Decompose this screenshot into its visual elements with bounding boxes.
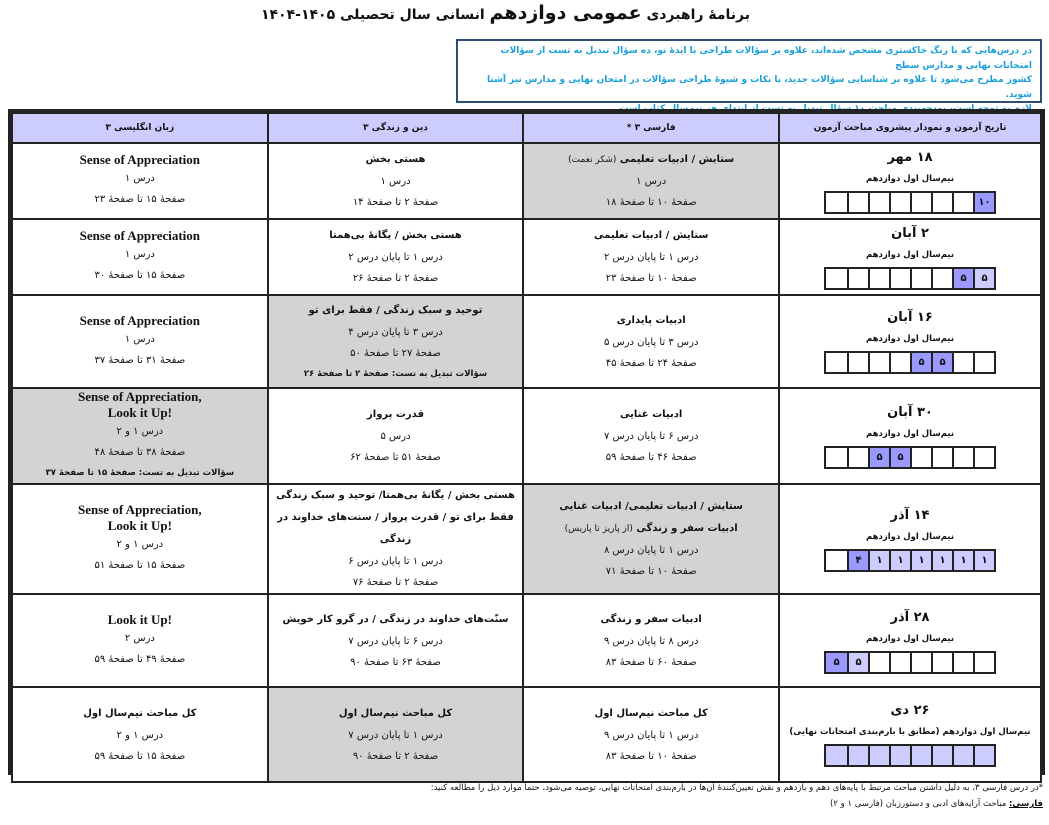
topic-title — [269, 609, 523, 631]
progress-cell — [952, 448, 973, 467]
footer-farsi-label: فارسی: — [1008, 799, 1043, 809]
progress-cell — [847, 448, 868, 467]
semester-label — [780, 629, 1040, 649]
progress-bar — [824, 191, 996, 214]
topic-text: هستی بخش — [365, 154, 426, 165]
converted-questions-range: سؤالات تبدیل به تست: صفحهٔ ۱۵ تا صفحهٔ ۳۷ — [45, 468, 235, 478]
topic-title — [269, 300, 523, 322]
lesson-title-2: Look it Up! — [107, 518, 172, 533]
english-cell — [12, 219, 268, 295]
topic-text: قدرت پرواز — [367, 409, 425, 420]
page-range: صفحهٔ ۵۱ تا صفحهٔ ۶۲ — [350, 452, 441, 463]
progress-cell — [952, 746, 973, 765]
progress-cell: ۵ — [952, 269, 973, 288]
lesson-range: درس ۱ — [380, 176, 411, 187]
religion-cell — [268, 687, 524, 782]
topic-title — [269, 703, 523, 725]
exam-date: ۱۶ آبان — [887, 310, 933, 325]
title-emphasis: عمومی دوازدهم — [489, 2, 642, 24]
semester-text: نیم‌سال اول دوازدهم — [865, 249, 955, 260]
progress-bar — [824, 744, 996, 767]
table-row — [12, 219, 1041, 295]
religion-cell — [268, 388, 524, 484]
footer-note-text: *در درس فارسی ۳، به دلیل داشتن مباحث مرتبط با پایه‌های دهم و یازدهم و نقش تعیین‌کنندهٔ آن‌ها در بارم‌بندی امتحانات نهایی، توصیه می‌شود، حتماً موارد ذیل را مطالعه کنید: — [430, 783, 1043, 793]
topic-title — [269, 404, 523, 426]
page-range: صفحهٔ ۲ تا صفحهٔ ۹۰ — [352, 750, 439, 762]
semester-label — [780, 527, 1040, 547]
footer-farsi-text: مباحث آرایه‌های ادبی و دستورزبان (فارسی ۱ و ۲) — [830, 799, 1007, 809]
page-range: صفحهٔ ۳۸ تا صفحهٔ ۴۸ — [94, 447, 186, 458]
progress-cell — [973, 653, 994, 672]
date-cell — [779, 594, 1041, 687]
progress-cell — [868, 353, 889, 372]
semester-label — [780, 722, 1040, 742]
lesson-range: درس ۲ — [124, 632, 155, 644]
table-row — [12, 484, 1041, 594]
lesson-range: درس ۱ تا پایان درس ۶ — [348, 556, 443, 567]
table-header-row — [12, 113, 1041, 143]
topic-text: کل مباحث نیم‌سال اول — [338, 707, 453, 719]
schedule-table — [8, 109, 1045, 775]
date-cell — [779, 687, 1041, 782]
topic-note: (شکر نعمت) — [568, 155, 617, 165]
topic-title — [13, 703, 267, 725]
page-range: صفحهٔ ۲ تا صفحهٔ ۷۶ — [352, 577, 439, 588]
header-date: تاریخ آزمون و نمودار پیشروی مباحث آزمون — [779, 113, 1041, 143]
english-cell — [12, 295, 268, 388]
topic-title — [524, 225, 778, 247]
lesson-range: درس ۶ تا پایان درس ۷ — [348, 635, 443, 647]
lesson-range: درس ۱ — [124, 173, 155, 184]
lesson-range: درس ۱ — [636, 176, 667, 187]
progress-bar — [824, 351, 996, 374]
progress-bar — [824, 267, 996, 290]
progress-cell: ۴ — [847, 551, 868, 570]
page-range: صفحهٔ ۶۳ تا صفحهٔ ۹۰ — [350, 656, 441, 668]
farsi-cell — [523, 295, 779, 388]
progress-cell — [931, 448, 952, 467]
progress-cell — [826, 448, 847, 467]
title-prefix: برنامهٔ راهبردی — [646, 7, 750, 23]
topic-text: هستی بخش / یگانهٔ بی‌همتا/ توحید و سبک زندگی — [276, 490, 515, 501]
progress-cell — [889, 653, 910, 672]
progress-cell — [952, 193, 973, 212]
semester-text: نیم‌سال اول دوازدهم — [865, 531, 955, 542]
topic-title — [524, 404, 778, 426]
semester-text: نیم‌سال اول دوازدهم — [865, 173, 955, 184]
progress-cell — [973, 353, 994, 372]
progress-cell — [910, 653, 931, 672]
exam-date: ۲۸ آذر — [890, 610, 930, 625]
lesson-range: درس ۱ تا پایان درس ۲ — [348, 252, 443, 263]
progress-bar — [824, 549, 996, 572]
header-religion: دین و زندگی ۳ — [268, 113, 524, 143]
progress-cell: ۱ — [952, 551, 973, 570]
date-cell — [779, 219, 1041, 295]
semester-text: نیم‌سال اول دوازدهم — [942, 727, 1031, 737]
progress-cell: ۱ — [889, 551, 910, 570]
lesson-range: درس ۶ تا پایان درس ۷ — [603, 431, 699, 442]
page-range: صفحهٔ ۶۰ تا صفحهٔ ۸۳ — [605, 656, 697, 668]
progress-cell: ۱ — [910, 551, 931, 570]
progress-cell — [931, 193, 952, 212]
progress-cell — [910, 193, 931, 212]
progress-cell — [847, 353, 868, 372]
progress-cell — [826, 269, 847, 288]
progress-cell — [826, 551, 847, 570]
progress-cell — [973, 746, 994, 765]
farsi-cell — [523, 687, 779, 782]
info-line-1: در درس‌هایی که با رنگ خاکستری مشخص شده‌اند، علاوه بر سؤالات طراحی با ایدهٔ نو، ده سؤال تبدیل به تست از سؤالات امتحانات نهایی و مدارس سطح — [500, 46, 1032, 71]
semester-label — [780, 424, 1040, 444]
page-range: صفحهٔ ۱۰ تا صفحهٔ ۸۳ — [605, 750, 697, 762]
english-cell — [12, 687, 268, 782]
lesson-title-2: Look it Up! — [107, 405, 172, 420]
farsi-cell — [523, 388, 779, 484]
topic-text: کل مباحث نیم‌سال اول — [594, 707, 708, 719]
page-range: صفحهٔ ۱۵ تا صفحهٔ ۵۹ — [94, 750, 186, 762]
progress-cell: ۱ — [973, 551, 994, 570]
header-english: زبان انگلیسی ۳ — [12, 113, 268, 143]
progress-cell: ۵ — [889, 448, 910, 467]
header-farsi: فارسی ۳ * — [523, 113, 779, 143]
english-cell — [12, 594, 268, 687]
info-box — [456, 39, 1042, 103]
topic-title — [524, 310, 778, 332]
progress-cell: ۵ — [868, 448, 889, 467]
progress-cell — [931, 653, 952, 672]
lesson-range: درس ۱ تا پایان درس ۷ — [348, 729, 443, 741]
progress-cell — [847, 269, 868, 288]
lesson-range: درس ۸ تا پایان درس ۹ — [603, 635, 699, 647]
lesson-title: Sense of Appreciation — [79, 152, 201, 167]
converted-questions-range: سؤالات تبدیل به تست: صفحهٔ ۲ تا صفحهٔ ۲۶ — [303, 368, 488, 379]
lesson-range: درس ۱ تا پایان درس ۲ — [603, 252, 699, 263]
page-range: صفحهٔ ۱۰ تا صفحهٔ ۲۳ — [605, 273, 697, 284]
topic-text: سنّت‌های خداوند در زندگی / در گرو کار خویش — [282, 613, 509, 625]
progress-cell — [826, 746, 847, 765]
topic-text-2: فقط برای تو / قدرت پرواز / سنت‌های خداوند در زندگی — [277, 512, 514, 545]
date-cell — [779, 484, 1041, 594]
date-cell — [779, 388, 1041, 484]
semester-label — [780, 245, 1040, 265]
topic-text: ستایش / ادبیات تعلیمی/ ادبیات غنایی — [559, 501, 743, 512]
religion-cell — [268, 143, 524, 219]
lesson-range: درس ۱ و ۲ — [116, 729, 164, 741]
semester-text: نیم‌سال اول دوازدهم — [865, 428, 955, 439]
progress-bar — [824, 446, 996, 469]
progress-cell — [910, 448, 931, 467]
progress-cell: ۵ — [931, 353, 952, 372]
topic-title — [269, 485, 523, 507]
page-range: صفحهٔ ۲۷ تا صفحهٔ ۵۰ — [350, 347, 441, 359]
topic-title — [524, 496, 778, 518]
progress-cell — [910, 746, 931, 765]
topic-text: ادبیات غنایی — [620, 409, 683, 420]
progress-cell — [868, 746, 889, 765]
topic-title — [269, 225, 523, 247]
page-range: صفحهٔ ۱۰ تا صفحهٔ ۷۱ — [605, 566, 697, 577]
progress-cell — [868, 653, 889, 672]
footer-note — [3, 780, 1043, 812]
religion-cell — [268, 594, 524, 687]
exam-date: ۲ آبان — [891, 225, 929, 241]
exam-date: ۳۰ آبان — [887, 404, 933, 420]
progress-cell — [847, 746, 868, 765]
progress-cell: ۵ — [826, 653, 847, 672]
topic-title — [269, 149, 523, 171]
table-row — [12, 687, 1041, 782]
farsi-cell — [523, 219, 779, 295]
exam-date: ۱۴ آذر — [890, 507, 930, 523]
page-range: صفحهٔ ۱۵ تا صفحهٔ ۵۱ — [94, 560, 186, 571]
info-line-2: کشور مطرح می‌شود تا علاوه بر شناسایی سؤالات جدید، با نکات و شیوهٔ طراحی سؤالات در امتحان نهایی و مدارس نیز آشنا شوید. — [487, 75, 1032, 100]
progress-cell: ۱۰ — [973, 193, 994, 212]
topic-text: ادبیات پایداری — [616, 314, 686, 326]
page-range: صفحهٔ ۲ تا صفحهٔ ۲۶ — [352, 273, 439, 284]
lesson-title: Sense of Appreciation — [79, 312, 201, 328]
topic-text: کل مباحث نیم‌سال اول — [83, 707, 197, 719]
farsi-cell — [523, 484, 779, 594]
progress-cell — [868, 193, 889, 212]
page-range: صفحهٔ ۱۵ تا صفحهٔ ۲۳ — [94, 194, 186, 205]
progress-cell — [952, 353, 973, 372]
religion-cell — [268, 484, 524, 594]
lesson-range: درس ۱ و ۲ — [116, 426, 164, 437]
progress-cell — [889, 193, 910, 212]
page-range: صفحهٔ ۳۱ تا صفحهٔ ۳۷ — [94, 354, 186, 366]
lesson-range: درس ۱ و ۲ — [116, 539, 164, 550]
progress-cell — [868, 269, 889, 288]
progress-cell — [952, 653, 973, 672]
lesson-range: درس ۳ تا پایان درس ۵ — [603, 336, 699, 348]
semester-label — [780, 329, 1040, 349]
topic-title-2 — [524, 518, 778, 540]
lesson-title: Look it Up! — [107, 611, 172, 627]
page-range: صفحهٔ ۴۹ تا صفحهٔ ۵۹ — [94, 653, 186, 665]
progress-cell — [889, 353, 910, 372]
progress-cell: ۵ — [973, 269, 994, 288]
title-suffix: انسانی سال تحصیلی ۱۴۰۵-۱۴۰۴ — [260, 7, 485, 23]
lesson-range: درس ۱ تا پایان درس ۸ — [603, 545, 699, 556]
progress-cell: ۵ — [847, 653, 868, 672]
progress-cell — [910, 269, 931, 288]
topic-text: ستایش / ادبیات تعلیمی — [594, 230, 709, 241]
topic-text: هستی بخش / یگانهٔ بی‌همتا — [329, 230, 462, 241]
topic-note-2: (از پاریز تا پاریس) — [564, 524, 633, 534]
lesson-range: درس ۳ تا پایان درس ۴ — [348, 326, 443, 338]
footer-farsi-line — [3, 796, 1043, 812]
progress-cell: ۱ — [868, 551, 889, 570]
page-range: صفحهٔ ۲ تا صفحهٔ ۱۴ — [352, 197, 439, 208]
date-cell — [779, 295, 1041, 388]
lesson-title: Sense of Appreciation, — [78, 389, 202, 404]
topic-title — [524, 609, 778, 631]
english-cell — [12, 484, 268, 594]
progress-cell — [826, 353, 847, 372]
progress-cell — [973, 448, 994, 467]
page-range: صفحهٔ ۲۴ تا صفحهٔ ۴۵ — [605, 357, 697, 369]
page-range: صفحهٔ ۱۰ تا صفحهٔ ۱۸ — [605, 197, 697, 208]
progress-cell — [889, 269, 910, 288]
topic-text: ادبیات سفر و زندگی — [600, 613, 702, 625]
progress-cell — [826, 193, 847, 212]
semester-text: نیم‌سال اول دوازدهم — [865, 334, 955, 344]
table-row — [12, 295, 1041, 388]
semester-label — [780, 169, 1040, 189]
topic-text: توحید و سبک زندگی / فقط برای تو — [308, 304, 483, 316]
farsi-cell — [523, 143, 779, 219]
lesson-range: درس ۱ — [124, 249, 155, 260]
farsi-cell — [523, 594, 779, 687]
table-row — [12, 143, 1041, 219]
table-row — [12, 594, 1041, 687]
page-range: صفحهٔ ۱۵ تا صفحهٔ ۳۰ — [94, 270, 186, 281]
progress-cell: ۱ — [931, 551, 952, 570]
page-range: صفحهٔ ۴۶ تا صفحهٔ ۵۹ — [605, 452, 697, 463]
lesson-range: درس ۱ تا پایان درس ۹ — [603, 729, 699, 741]
progress-cell — [931, 269, 952, 288]
progress-cell — [847, 193, 868, 212]
progress-bar — [824, 651, 996, 674]
english-cell — [12, 388, 268, 484]
topic-text-2: ادبیات سفر و زندگی — [636, 523, 738, 534]
lesson-title: Sense of Appreciation, — [78, 502, 202, 517]
religion-cell — [268, 219, 524, 295]
progress-cell — [931, 746, 952, 765]
date-cell — [779, 143, 1041, 219]
topic-title-2 — [269, 507, 523, 551]
lesson-range: درس ۵ — [380, 431, 411, 442]
lesson-title: Sense of Appreciation — [79, 228, 201, 243]
page-title — [260, 2, 750, 26]
topic-title — [524, 703, 778, 725]
religion-cell — [268, 295, 524, 388]
progress-cell — [889, 746, 910, 765]
english-cell — [12, 143, 268, 219]
exam-date: ۲۶ دی — [890, 703, 930, 718]
semester-text: نیم‌سال اول دوازدهم — [865, 634, 955, 644]
progress-cell: ۵ — [910, 353, 931, 372]
topic-title — [524, 149, 778, 171]
table-row — [12, 388, 1041, 484]
topic-text: ستایش / ادبیات تعلیمی — [619, 154, 735, 165]
semester-note: (مطابق با بارم‌بندی امتحانات نهایی) — [789, 727, 940, 737]
lesson-range: درس ۱ — [124, 333, 155, 345]
exam-date: ۱۸ مهر — [887, 149, 933, 165]
